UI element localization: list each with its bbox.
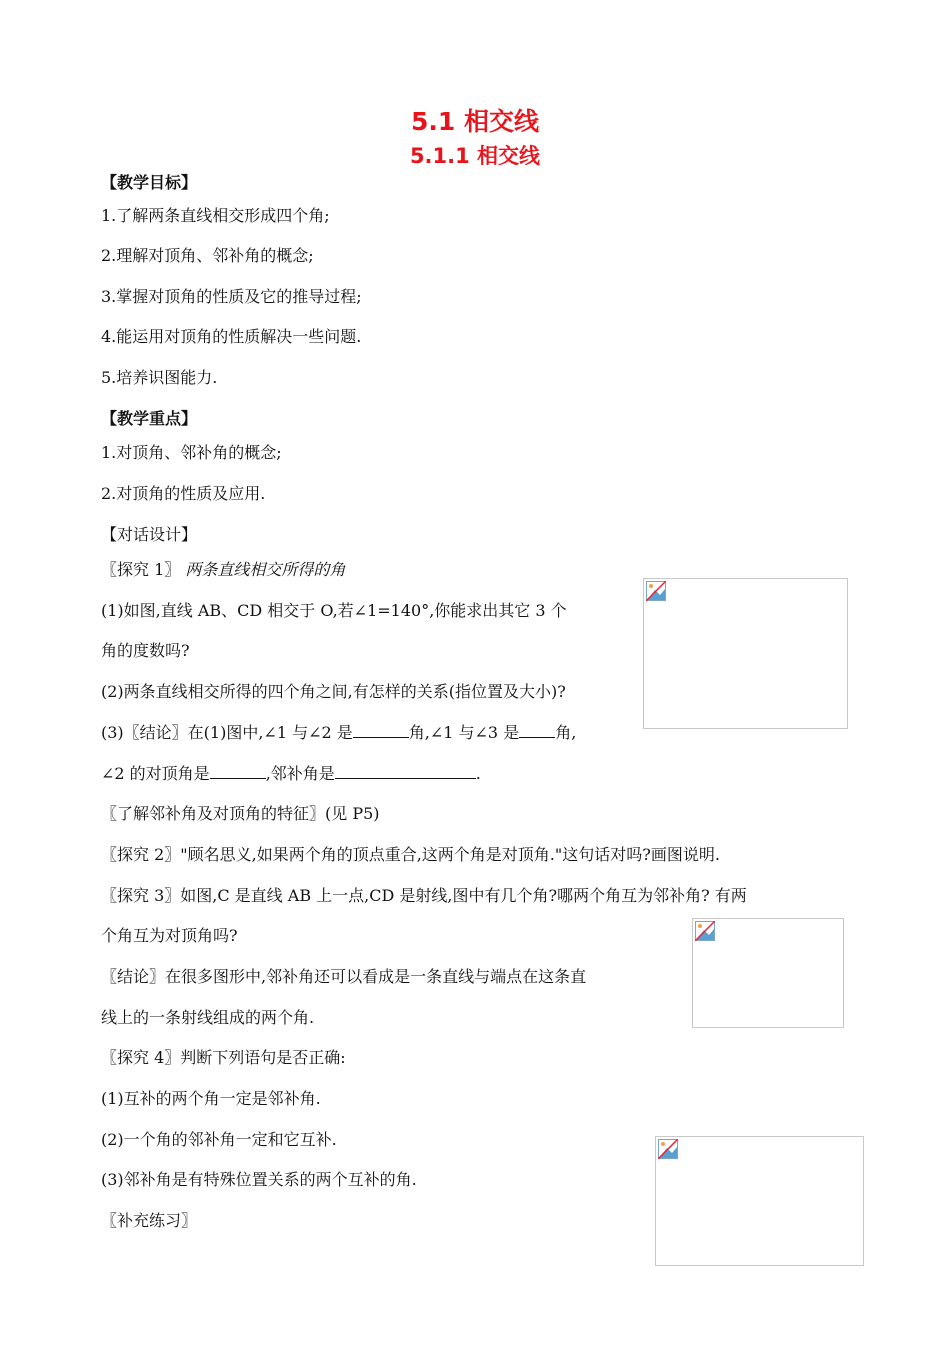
explore1-q3: [101, 723, 576, 743]
key-item: 1.对顶角、邻补角的概念;: [101, 443, 282, 462]
explore4-item: (1)互补的两个角一定是邻补角.: [101, 1089, 321, 1108]
explore4-item: (2)一个角的邻补角一定和它互补.: [101, 1130, 337, 1149]
q3-text: (3)〖结论〗在(1)图中,∠1 与∠2 是: [101, 723, 353, 742]
page-subtitle: 5.1.1 相交线: [409, 144, 541, 168]
q3-text: ∠2 的对顶角是: [101, 764, 210, 783]
explore1-q1b: 角的度数吗?: [101, 641, 190, 660]
q3-text: 角,: [555, 723, 577, 742]
goal-item: 5.培养识图能力.: [101, 368, 218, 387]
answer-blank: [353, 723, 409, 738]
q3-text: 角,∠1 与∠3 是: [408, 723, 520, 742]
figure-placeholder-1: [643, 578, 848, 729]
learn-note: 〖了解邻补角及对顶角的特征〗(见 P5): [101, 804, 380, 823]
supplement-heading: 〖补充练习〗: [101, 1211, 198, 1230]
explore1-q1a: (1)如图,直线 AB、CD 相交于 O,若∠1=140°,你能求出其它 3 个: [101, 601, 567, 620]
explore1-title: 两条直线相交所得的角: [185, 560, 346, 579]
explore1-q2: (2)两条直线相交所得的四个角之间,有怎样的关系(指位置及大小)?: [101, 682, 566, 701]
goal-item: 2.理解对顶角、邻补角的概念;: [101, 246, 314, 265]
figure-placeholder-2: [692, 918, 844, 1028]
explore3-conclusion-2: 线上的一条射线组成的两个角.: [101, 1008, 315, 1027]
goal-item: 4.能运用对顶角的性质解决一些问题.: [101, 327, 362, 346]
key-heading: 【教学重点】: [101, 409, 198, 428]
explore2: 〖探究 2〗"顾名思义,如果两个角的顶点重合,这两个角是对顶角."这句话对吗?画图说明.: [101, 845, 720, 864]
explore3-line1: 〖探究 3〗如图,C 是直线 AB 上一点,CD 是射线,图中有几个角?哪两个角互为邻补角? 有两: [101, 886, 747, 905]
dialog-heading: 【对话设计】: [101, 525, 198, 544]
broken-image-icon: [646, 581, 666, 601]
explore4-label: 〖探究 4〗判断下列语句是否正确:: [101, 1048, 346, 1067]
explore1-heading: [101, 560, 345, 580]
page-title: 5.1 相交线: [411, 107, 539, 136]
broken-image-icon: [658, 1139, 678, 1159]
q3-text: ,邻补角是: [265, 764, 335, 783]
figure-placeholder-3: [655, 1136, 864, 1266]
key-item: 2.对顶角的性质及应用.: [101, 484, 266, 503]
answer-blank: [335, 764, 476, 779]
answer-blank: [210, 764, 266, 779]
answer-blank: [519, 723, 555, 738]
explore1-label: 〖探究 1〗: [101, 560, 181, 579]
explore3-conclusion-1: 〖结论〗在很多图形中,邻补角还可以看成是一条直线与端点在这条直: [101, 967, 587, 986]
q3-text: .: [475, 764, 481, 783]
goal-item: 3.掌握对顶角的性质及它的推导过程;: [101, 287, 362, 306]
explore1-q3-line2: [101, 764, 481, 784]
explore4-item: (3)邻补角是有特殊位置关系的两个互补的角.: [101, 1170, 417, 1189]
broken-image-icon: [695, 921, 715, 941]
goals-heading: 【教学目标】: [101, 173, 198, 192]
explore3-line2: 个角互为对顶角吗?: [101, 926, 238, 945]
goal-item: 1.了解两条直线相交形成四个角;: [101, 206, 330, 225]
